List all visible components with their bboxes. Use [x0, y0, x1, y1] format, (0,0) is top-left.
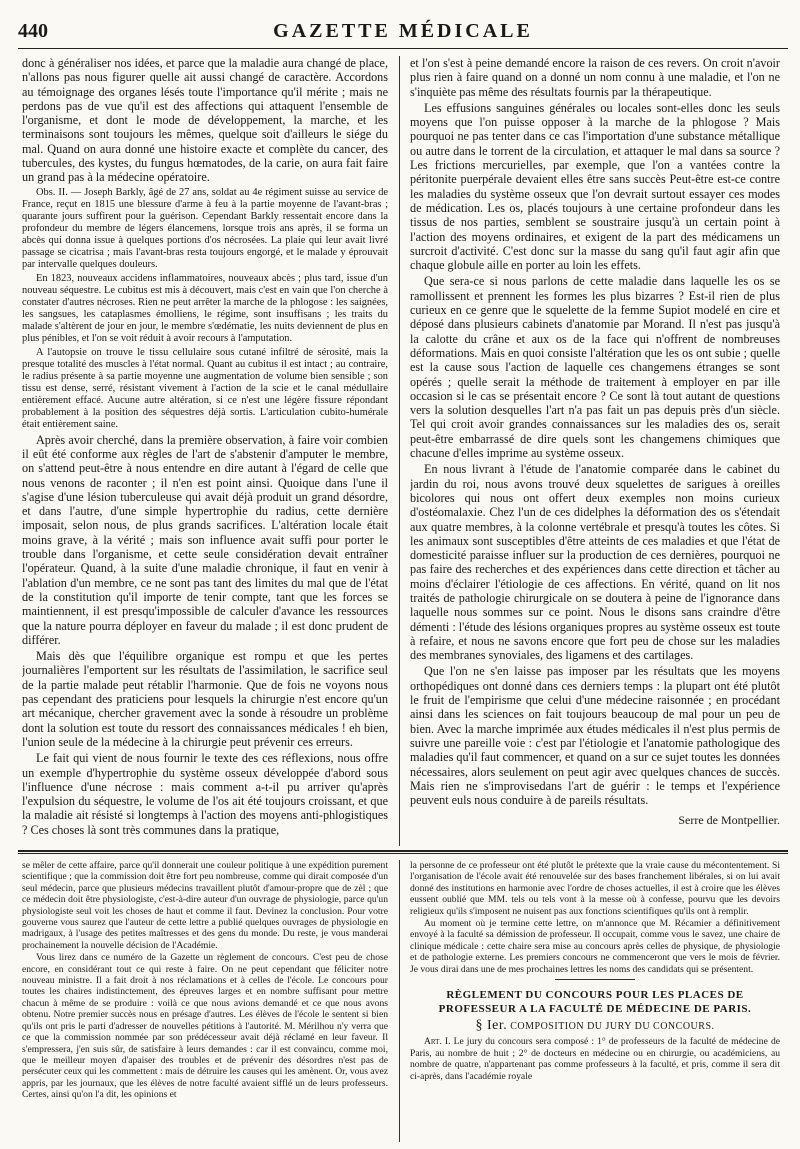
section-divider	[18, 850, 788, 852]
regulation-title: RÈGLEMENT DU CONCOURS POUR LES PLACES DE PROFESSEUR A LA FACULTÉ DE MÉDECINE DE PARIS.	[438, 989, 752, 1016]
paragraph: Que l'on ne s'en laisse pas imposer par les résultats que les moyens orthopédiques ont donné dans ces derniers temps : la plupart ont été plutôt le fruit de l'empirisme que celui d'une médecine raisonnée ; en procédant ainsi dans les sciences on fait toujours beaucoup de mal pour un peu de bien. Avec la marche imprimée aux études médicales il n'est plus permis de suivre une pareille voie : c'est par l'étiologie et l'anatomie pathologique des maladies qu'il faut commencer, et quand on a sur ce sujet toutes les données nécessaires, alors seulement on peut agir avec quelques chances de succès. Mais rien ne s'improvisedans l'art de guérir : le temps et l'expérience peuvent euls nous conduire à de pareils résultats.	[410, 664, 780, 808]
paragraph: donc à généraliser nos idées, et parce que la maladie aura changé de place, n'allons pas nous figurer quelle ait aussi changé de caractère. Accordons au témoignage des organes lésés toute l'importance qu'il mérite ; mais ne perdons pas de vue qu'il est des affections qui attaquent l'ensemble de l'organisme, et dont le mode de développement, la marche, et les terminaisons sont toujours les mêmes, quelque soit d'ailleurs le siége du mal. Quand on aura donné une histoire exacte et complète du cancer, des tubercules, des kystes, du fungus hœmatodes, de la carie, on aura fait faire un grand pas à la médecine opératoire.	[22, 56, 388, 185]
short-rule	[555, 979, 635, 980]
section-divider-thin	[18, 853, 788, 854]
paragraph: et l'on s'est à peine demandé encore la raison de ces revers. On croit n'avoir plus rien à faire quand on a donné un nom connu à une maladie, et l'on ne s'inquiète pas même des résultats fournis par la thérapeutique.	[410, 56, 780, 99]
paragraph: Vous lirez dans ce numéro de la Gazette un règlement de concours. C'est peu de chose encore, en considérant tout ce qui reste à faire. On ne peut cependant que féliciter notre nouveau ministre. Il a fait droit à nos réclamations et à celles de l'école. Le concours pour toutes les chaires indistinctement, des épreuves larges et en nombre suffisant pour mettre chacun à même de se produire : voilà ce que nous avions demandé et ce que nous avons obtenu. Notre premier succès nous en présage d'autres. Les élèves de l'école le sentent si bien qu'ils ont pris le parti d'adresser de nouvelles pétitions à l'autorité. M. Mérilhou n'y verra que ce que la commission nommée par son prédécesseur avait déjà réclamé en leur faveur. Il s'empressera, j'en suis sûr, de satisfaire à leurs demandes : car il est convaincu, comme moi, que le meilleur moyen d'apaiser des troubles et de prévenir des désordres n'est pas de persécuter ceux qui les commettent : mais de détruire les causes qui les amènent. Or, vous avez appris, par les journaux, que les élèves de notre faculté avaient sifflé un de leurs professeurs. Certes, ainsi qu'on l'a dit, les opinions et	[22, 952, 388, 1101]
paragraph-observation: En 1823, nouveaux accidens inflammatoires, nouveaux abcès ; plus tard, issue d'un nouveau séquestre. Le cubitus est mis à découvert, mais c'est en vain que l'on cherche à constater d'autres nécroses. Rien ne peut arrêter la marche de la phlogose : les saignées, les sangsues, les cataplasmes émolliens, le régime, sont insuffisans ; les traits du malade s'altèrent de jour en jour, le membre s'œdématie, les nuits deviennent de plus en plus pénibles, et l'on se voit réduit à avoir recours à l'amputation.	[22, 272, 388, 344]
column-divider	[399, 56, 400, 846]
page-number: 440	[18, 20, 48, 42]
page-header	[18, 18, 788, 49]
article-paragraph	[410, 1036, 780, 1082]
article-text: Le jury du concours sera composé : 1° de professeurs de la faculté de médecine de Paris, au nombre de huit ; 2° de docteurs en médecine ou en chirurgie, ou académiciens, au nombre de quatre, n'appartenant pas comme professeurs à la faculté, et pris, comme il sera dit ci-après, dans l'académie royale	[410, 1036, 780, 1082]
paragraph: Après avoir cherché, dans la première observation, à faire voir combien il eût été conforme aux règles de l'art de s'abstenir d'amputer le membre, on s'attend peut-être à nous entendre en dire autant à l'égard de celle que nous venons de raconter ; il n'en est point ainsi. Quoique dans l'une il s'agise d'une lésion tuberculeuse qui avait déjà produit un grand désordre, et dans l'autre, d'une simple hypertrophie du radius, cette dernière imposait, selon nous, de plus grands sacrifices. L'altération locale était moins grave, à la vérité ; mais son influence avait suffi pour porter le trouble dans l'organisme, et cette seule considération devait entraîner l'opérateur. Quand, à la suite d'une maladie chronique, il faut en venir à l'ablation d'un membre, ce ne sont pas tant des limites du mal que de l'état de la constitution qu'il importe de tenir compte, tant que les forces se maintiennent, il est presqu'impossible de calculer d'avance les ressources que la nature pourra déployer en faveur du malade ; il est donc prudent de différer.	[22, 432, 388, 647]
paragraph: la personne de ce professeur ont été plutôt le prétexte que la vraie cause du mécontentement. Si l'organisation de l'école avait été renouvelée sur des bases franchement libérales, si on lui avait donné des institutions en harmonie avec l'ordre de choses actuelles, il est à croire que les élèves eussent oublié que MM. tels ou tels vont à la messe où à confesse, pourvu que les devoirs religieux qu'ils s'imposent ne nuisent pas aux fonctions scientifiques qu'ils ont à remplir.	[410, 860, 780, 917]
paragraph-observation: Obs. II. — Joseph Barkly, âgé de 27 ans, soldat au 4e régiment suisse au service de France, reçut en 1815 une blessure d'arme à feu à la partie moyenne de l'avant-bras ; quarante jours suffirent pour la guérison. Cependant Barkly ressentait encore dans la profondeur du membre de légers élancemens, lorsque trois ans après, il se forma un abcès qui donna issue à quelques portions d'os nécrosées. La plaie qui leur avait livré passage se cicatrisa ; mais l'avant-bras resta toujours engorgé, et le malade y éprouvait par intervalle quelques douleurs.	[22, 186, 388, 270]
paragraph: Mais dès que l'équilibre organique est rompu et que les pertes journalières l'emportent sur les résultats de l'assimilation, le sacrifice seul de la partie malade peut rétablir l'harmonie. Que de fois ne voyons nous pas cependant des praticiens pour lesquels la chirurgie n'est encore qu'un art mécanique, chercher gravement avec la sonde à résoudre un problème dont la solution est toute du ressort des connaissances médicales ! eh bien, l'union seule de la médecine à la chirurgie peut prévenir ces erreurs.	[22, 649, 388, 749]
page-title: GAZETTE MÉDICALE	[273, 20, 533, 42]
section-title: COMPOSITION DU JURY DU CONCOURS.	[510, 1021, 715, 1033]
paragraph: Que sera-ce si nous parlons de cette maladie dans laquelle les os se ramollissent et prennent les formes les plus bizarres ? Est-il rien de plus curieux en ce genre que le squelette de la femme Supiot modelé en cire et déposé dans plusieurs cabinets d'anatomie par Morand. Il n'est pas jusqu'à la calotte du crâne et aux os de la face qui n'offrent de nombreuses déformations. Mais en quoi consiste l'altération que les os ont subie ; quelle est la cause sous l'action de laquelle ces changemens étranges se sont opérés ; quelle serait la méthode de traitement à employer en par ille occasion si le cas se présentait encore ? Ce sont là tout autant de questions vers la solution desquelles l'art n'a pas fait un pas depuis près d'un siècle. Tel qui croit avoir grandes connaissances sur les maladies des os, serait peut-être embarrassé de dire quels sont les changemens chimiques que chacune d'elles imprime au système osseux.	[410, 274, 780, 461]
section-heading	[410, 1020, 780, 1032]
column-right-top	[410, 56, 780, 846]
paragraph: se mêler de cette affaire, parce qu'il donnerait une couleur politique à une expédition purement scientifique ; que la commission doit être fort peu nombreuse, comme qui dirait composée d'un seul médecin, parce que plusieurs médecins travaillent plutôt d'amour-propre que de zèl ; que ce médecin doit être physiologiste, c'est-à-dire auteur d'un ouvrage de physiologie, parce qu'un physiologiste seul voit les choses de haut et comme il faut. Devinez la conclusion. Pour votre gouverne vous saurez que l'auteur de cette lettre a publié quelques ouvrages de physiologie en madrigaux, à l'usage des petites maîtresses et des gens du monde. Du reste, je vous manderai prochainement la nouvelle décision de l'Académie.	[22, 860, 388, 951]
paragraph: En nous livrant à l'étude de l'anatomie comparée dans le cabinet du jardin du roi, nous avons trouvé deux squelettes de sarigues à oreilles bicolores qui nous ont offert deux exemples non moins curieux d'ostéomalaxie. Chez l'un de ces didelphes la déformation des os s'étendait aux quatre membres, à la colonne vertébrale et presqu'à toutes les côtes. Si les animaux sont susceptibles d'être atteints de ces maladies et que l'état de domesticité paraisse influer sur la production de ces dernières, pourquoi ne pas faire des recherches et des expériences dans cette direction et tâcher au moins d'éclairer l'étiologie de ces affections. En vérité, quand on lit nos traités de pathologie chirurgicale on se doutera à peine de l'ignorance dans laquelle nous sommes sur ce point. Nous le disons sans craindre d'être démenti : l'étude des lésions organiques propres au système osseux est toute à refaire, et nous ne savons encore que fort peu de chose sur les maladies des membranes synoviales, des ligamens et des cartilages.	[410, 462, 780, 663]
paragraph-observation: A l'autopsie on trouve le tissu cellulaire sous cutané infiltré de sérosité, mais la presque totalité des muscles à l'état normal. Quant au cubitus il est intact ; au contraire, le radius présente à sa partie moyenne une augmentation de volume bien sensible ; son tissu est dense, serré, résistant vivement à l'action de la scie et le canal médullaire entièrement effacé. Aucune autre altération, si ce n'est une légère fissure répondant probablement à la position des séquestres déjà sortis. L'articulation cubito-humérale était entièrement saine.	[22, 346, 388, 430]
paragraph: Les effusions sanguines générales ou locales sont-elles donc les seuls moyens que l'on puisse opposer à la marche de la phlogose ? Mais pourquoi ne pas tenter dans ce cas l'importation d'une substance métallique ou autre dans le torrent de la circulation, et attaquer le mal dans sa source ? Les frictions mercurielles, par exemple, que l'on a vantées contre la péritonite puerpérale devaient elles être sans succès Peut-être est-ce contre les maladies du système osseux que l'on devrait surtout essayer ces modes de médication. Les os, placés toujours à une certaine profondeur dans les tissus de nos parties, semblent se soustraire jusqu'à un certain point à l'action des moyens ordinaires, et exigent de la part des médicamens un surcroit d'activité. C'est donc sur la masse du sang qu'il faut agir afin que chaque globule aille en porter au loin les effets.	[410, 100, 780, 273]
section-symbol: § Ier.	[475, 1018, 508, 1034]
article-label: Art. I.	[424, 1036, 451, 1048]
column-left-bottom	[22, 860, 388, 1142]
paragraph: Le fait qui vient de nous fournir le texte des ces réflexions, nous offre un exemple d'hypertrophie du système osseux développée d'abord sous l'influence d'une nécrose : mais comment a-t-il pu arriver qu'après l'expulsion du séquestre, le volume de l'os ait été toujours croissant, et que la maladie ait résisté si longtemps à l'action des moyens anti-phlogistiques ? Ces choses là sont très communes dans la pratique,	[22, 751, 388, 837]
author-signature: Serre de Montpellier.	[678, 813, 780, 828]
column-left-top	[22, 56, 388, 846]
column-right-bottom	[410, 860, 780, 1142]
paragraph: Au moment où je termine cette lettre, on m'annonce que M. Récamier a définitivement envoyé à la faculté sa démission de professeur. Il occupait, comme vous le savez, une chaire de clinique médicale : cette chaire sera mise au concours après celles de physique, de physiologie et de pathologie externe. Les premiers concours ne commenceront que vers le mois de février. Je vous dirai dans une de mes prochaines lettres les noms des candidats qui se présentent.	[410, 918, 780, 975]
column-divider	[399, 860, 400, 1142]
